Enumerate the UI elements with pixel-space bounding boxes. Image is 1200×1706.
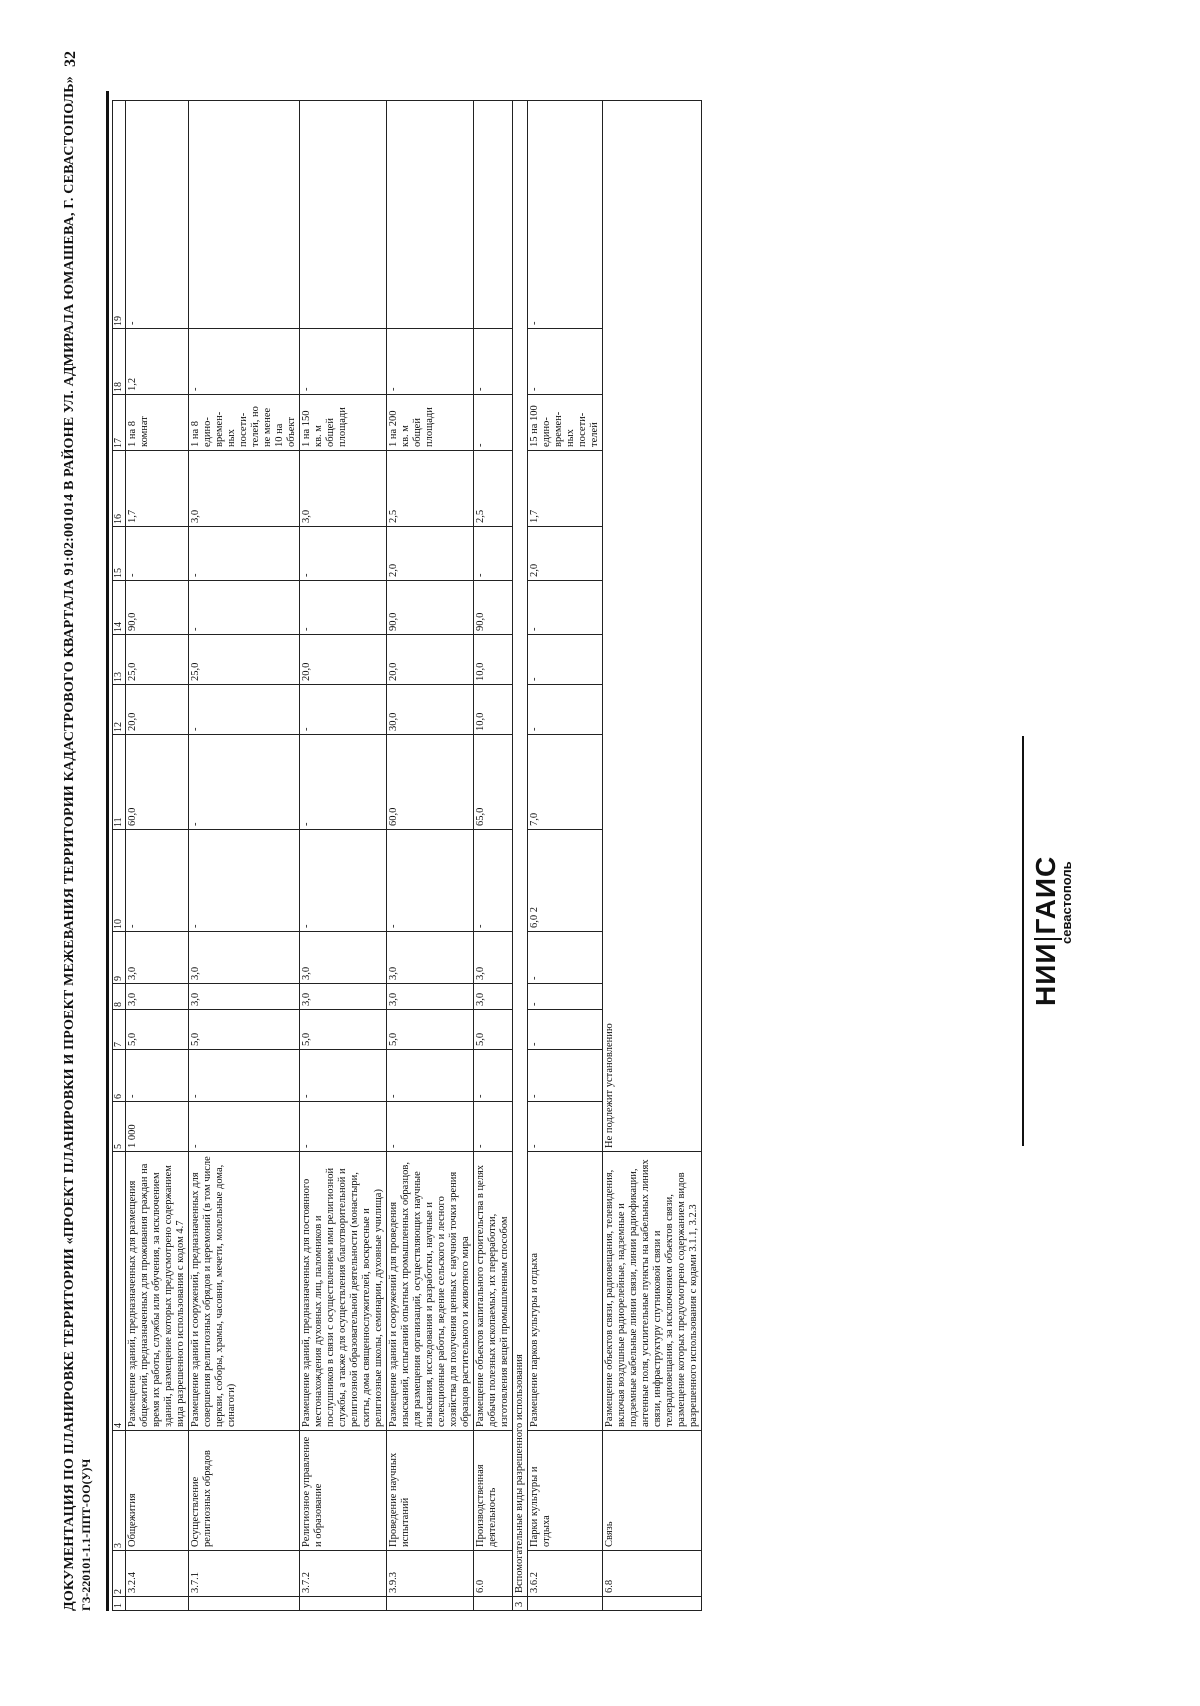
cell-c5: -	[189, 1102, 300, 1152]
cell-c10: -	[189, 830, 300, 932]
cell-c18: 1,2	[126, 329, 189, 395]
cell-c18: -	[189, 329, 300, 395]
cell-c13: 20,0	[300, 635, 387, 685]
column-number: 5	[113, 1102, 126, 1152]
cell-c17: -	[474, 395, 513, 451]
cell-c12: -	[300, 685, 387, 735]
header-rule	[106, 91, 109, 1611]
cell-c16: 1,7	[528, 451, 603, 527]
cell-c10: -	[387, 830, 474, 932]
cell-note: Не подлежит установлению	[603, 101, 702, 1152]
cell-c13: 10,0	[474, 635, 513, 685]
cell-c7: 5,0	[474, 1010, 513, 1050]
cell-c15: -	[300, 527, 387, 581]
cell-c8: 3,0	[474, 984, 513, 1010]
logo-subtitle: севастополь	[1059, 861, 1074, 944]
document-header	[62, 51, 94, 1611]
column-number: 10	[113, 830, 126, 932]
cell-c5: -	[528, 1102, 603, 1152]
cell-c17: 1 на 8 комнат	[126, 395, 189, 451]
row-blank-cell	[300, 1597, 387, 1611]
cell-c2: 3.2.4	[126, 1551, 189, 1597]
cell-c3: Проведение научных испытаний	[387, 1431, 474, 1551]
column-number: 2	[113, 1551, 126, 1597]
cell-c3: Общежития	[126, 1431, 189, 1551]
cell-c6: -	[300, 1050, 387, 1102]
column-number: 3	[113, 1431, 126, 1551]
cell-c12: -	[528, 685, 603, 735]
cell-c5: -	[387, 1102, 474, 1152]
cell-c7: 5,0	[189, 1010, 300, 1050]
cell-c14: -	[189, 581, 300, 635]
column-numbers-row	[113, 101, 126, 1611]
cell-c5: 1 000	[126, 1102, 189, 1152]
cell-c4: Размещение объектов связи, радиовещания, телевидения, включая воздушные радиорелейные, надземные и подземные кабельные линии связи, линии радиофикации, антенные поля, усилительные пункты на кабельных линиях связи, инфраструктуру спутниковой связи и телерадиовещания, за исключением объектов связи, размещение которых предусмотрено содержанием видов разрешенного использования с кодами 3.1.1, 3.2.3	[603, 1152, 702, 1431]
cell-c18: -	[300, 329, 387, 395]
cell-c5: -	[474, 1102, 513, 1152]
cell-c7: 5,0	[300, 1010, 387, 1050]
cell-c19	[300, 101, 387, 329]
cell-c9: 3,0	[300, 932, 387, 984]
table-row	[189, 101, 300, 1611]
cell-c11: 65,0	[474, 735, 513, 830]
cell-c7: 5,0	[387, 1010, 474, 1050]
document-code: ГЗ-220101-1.1-ППТ-ОО(У)Ч	[79, 1458, 93, 1611]
cell-c8: 3,0	[189, 984, 300, 1010]
cell-c6: -	[474, 1050, 513, 1102]
table-row-last	[603, 101, 702, 1611]
cell-c6: -	[126, 1050, 189, 1102]
cell-c5: -	[300, 1102, 387, 1152]
document-title: ДОКУМЕНТАЦИЯ ПО ПЛАНИРОВКЕ ТЕРРИТОРИИ «ПРОЕКТ ПЛАНИРОВКИ И ПРОЕКТ МЕЖЕВАНИЯ ТЕРРИТОРИИ КАДАСТРОВОГО КВАРТАЛА 91:02:001014 В РАЙОНЕ УЛ. АДМИРАЛА ЮМАШЕВА, Г. СЕВАСТОПОЛЬ»	[62, 76, 77, 1611]
cell-c3: Производственная деятельность	[474, 1431, 513, 1551]
column-number: 7	[113, 1010, 126, 1050]
cell-c13: 25,0	[126, 635, 189, 685]
cell-c2: 3.7.1	[189, 1551, 300, 1597]
cell-c10: -	[126, 830, 189, 932]
cell-c15: -	[474, 527, 513, 581]
cell-c14: 90,0	[126, 581, 189, 635]
cell-c2: 6.0	[474, 1551, 513, 1597]
cell-c8: 3,0	[300, 984, 387, 1010]
cell-c4: Размещение парков культуры и отдыха	[528, 1152, 603, 1431]
column-number: 14	[113, 581, 126, 635]
cell-c2: 3.6.2	[528, 1551, 603, 1597]
cell-c10: -	[474, 830, 513, 932]
cell-c7: 5,0	[126, 1010, 189, 1050]
cell-c13: -	[528, 635, 603, 685]
regulations-table	[112, 100, 702, 1611]
cell-c11: 7,0	[528, 735, 603, 830]
cell-c11: 60,0	[387, 735, 474, 830]
cell-c15: 2,0	[528, 527, 603, 581]
column-number: 13	[113, 635, 126, 685]
column-number: 19	[113, 101, 126, 329]
section-title: Вспомогательные виды разрешенного использования	[513, 101, 528, 1597]
row-blank-cell	[528, 1597, 603, 1611]
cell-c8: -	[528, 984, 603, 1010]
cell-c13: 25,0	[189, 635, 300, 685]
cell-c18: -	[474, 329, 513, 395]
cell-c11: -	[189, 735, 300, 830]
cell-c4: Размещение зданий, предназначенных для размещения общежитий, предназначенных для проживания граждан на время их работы, службы или обучения, за исключением зданий, размещение которых предусмотрено содержанием вида разрешенного использования с кодом 4.7	[126, 1152, 189, 1431]
cell-c8: 3,0	[387, 984, 474, 1010]
company-logo	[1030, 836, 1074, 1006]
cell-c17: 1 на 8 едино-времен-ных посети-телей, но не менее 10 на объект	[189, 395, 300, 451]
column-number: 6	[113, 1050, 126, 1102]
cell-c19: -	[528, 101, 603, 329]
cell-c4: Размещение зданий, предназначенных для постоянного местонахождения духовных лиц, паломников и послушников в связи с осуществлением ими религиозной службы, а также для осуществления благотворительной и религиозной образовательной деятельности (монастыри, скиты, дома священнослужителей, воскресные и религиозные школы, семинарии, духовные училища)	[300, 1152, 387, 1431]
cell-c2: 6.8	[603, 1551, 702, 1597]
cell-c14: 90,0	[474, 581, 513, 635]
row-blank-cell	[126, 1597, 189, 1611]
section-number: 3	[513, 1597, 528, 1611]
cell-c2: 3.7.2	[300, 1551, 387, 1597]
cell-c17: 1 на 200 кв. м общей площади	[387, 395, 474, 451]
cell-c19	[189, 101, 300, 329]
cell-c16: 2,5	[387, 451, 474, 527]
logo-text-left: НИИ	[1030, 942, 1061, 1006]
cell-c19: -	[126, 101, 189, 329]
cell-c3: Парки культуры и отдыха	[528, 1431, 603, 1551]
column-number: 11	[113, 735, 126, 830]
cell-c9: 3,0	[189, 932, 300, 984]
cell-c10: -	[300, 830, 387, 932]
cell-c13: 20,0	[387, 635, 474, 685]
table-row	[300, 101, 387, 1611]
cell-c16: 3,0	[300, 451, 387, 527]
cell-c12: -	[189, 685, 300, 735]
cell-c15: -	[126, 527, 189, 581]
cell-c9: 3,0	[387, 932, 474, 984]
cell-c4: Размещение зданий и сооружений для проведения изысканий, испытаний опытных промышленных образцов, для размещения организаций, осуществляющих научные изыскания, исследования и разработки, научные и селекционные работы, ведение сельского и лесного хозяйства для получения ценных с научной точки зрения образцов растительного и животного мира	[387, 1152, 474, 1431]
cell-c3: Религиозное управление и образование	[300, 1431, 387, 1551]
cell-c6: -	[189, 1050, 300, 1102]
cell-c12: 30,0	[387, 685, 474, 735]
column-number: 17	[113, 395, 126, 451]
table-row	[126, 101, 189, 1611]
cell-c11: 60,0	[126, 735, 189, 830]
column-number: 4	[113, 1152, 126, 1431]
cell-c15: -	[189, 527, 300, 581]
cell-c16: 2,5	[474, 451, 513, 527]
cell-c10: 6,0 2	[528, 830, 603, 932]
cell-c15: 2,0	[387, 527, 474, 581]
cell-c3: Связь	[603, 1431, 702, 1551]
section-row	[513, 101, 528, 1611]
logo-divider	[1034, 938, 1062, 940]
row-blank-cell	[189, 1597, 300, 1611]
cell-c7: -	[528, 1010, 603, 1050]
cell-c17: 1 на 150 кв. м общей площади	[300, 395, 387, 451]
logo-text-right: ГАИС	[1030, 855, 1061, 935]
cell-c16: 1,7	[126, 451, 189, 527]
cell-c14: -	[528, 581, 603, 635]
column-number: 8	[113, 984, 126, 1010]
cell-c9: 3,0	[474, 932, 513, 984]
cell-c2: 3.9.3	[387, 1551, 474, 1597]
cell-c16: 3,0	[189, 451, 300, 527]
cell-c19	[387, 101, 474, 329]
column-number: 12	[113, 685, 126, 735]
page-number: 32	[62, 51, 79, 67]
row-blank-cell	[387, 1597, 474, 1611]
column-number: 15	[113, 527, 126, 581]
cell-c12: 20,0	[126, 685, 189, 735]
column-number: 9	[113, 932, 126, 984]
logo-rule	[1022, 736, 1024, 1146]
column-number: 18	[113, 329, 126, 395]
row-blank-cell	[474, 1597, 513, 1611]
cell-c4: Размещение объектов капитального строительства в целях добычи полезных ископаемых, их переработки, изготовления вещей промышленным способом	[474, 1152, 513, 1431]
cell-c9: 3,0	[126, 932, 189, 984]
cell-c8: 3,0	[126, 984, 189, 1010]
table-row	[474, 101, 513, 1611]
cell-c9: -	[528, 932, 603, 984]
cell-c4: Размещение зданий и сооружений, предназначенных для совершения религиозных обрядов и церемоний (в том числе церкви, соборы, храмы, часовни, мечети, молельные дома, синагоги)	[189, 1152, 300, 1431]
cell-c11: -	[300, 735, 387, 830]
column-number: 16	[113, 451, 126, 527]
row-blank-cell	[603, 1597, 702, 1611]
cell-c14: 90,0	[387, 581, 474, 635]
cell-c19	[474, 101, 513, 329]
column-number: 1	[113, 1597, 126, 1611]
cell-c12: 10,0	[474, 685, 513, 735]
cell-c6: -	[387, 1050, 474, 1102]
cell-c14: -	[300, 581, 387, 635]
table-row	[528, 101, 603, 1611]
cell-c3: Осуществление религиозных обрядов	[189, 1431, 300, 1551]
table-row	[387, 101, 474, 1611]
cell-c18: -	[387, 329, 474, 395]
cell-c18: -	[528, 329, 603, 395]
cell-c17: 15 на 100 едино-времен-ных посети-телей	[528, 395, 603, 451]
cell-c6: -	[528, 1050, 603, 1102]
